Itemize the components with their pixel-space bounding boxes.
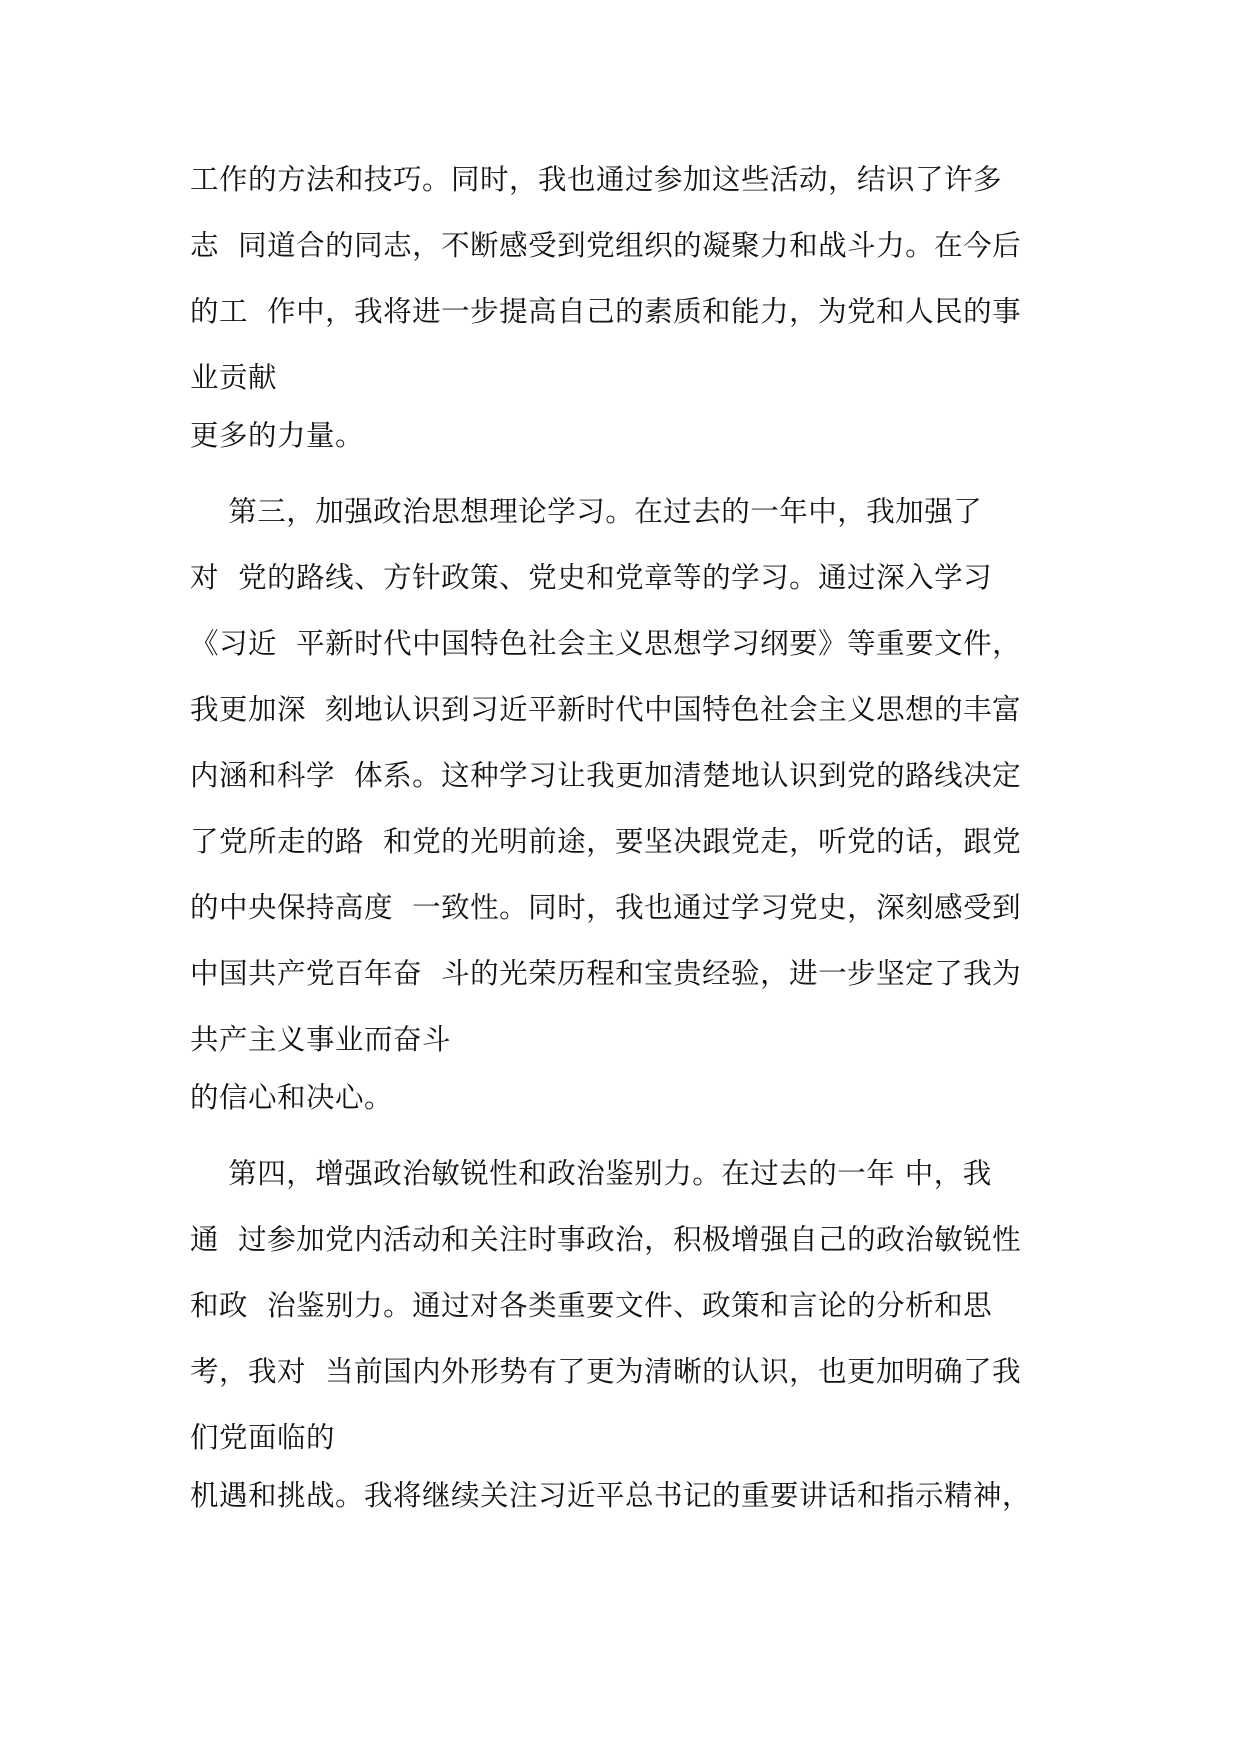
text-line: 《习近 平新时代中国特色社会主义思想学习纲要》等重要文件，: [190, 627, 1022, 660]
text-line: 的信心和决心。: [190, 1081, 394, 1114]
text-line: 和政 治鉴别力。通过对各类重要文件、政策和言论的分析和思: [190, 1289, 993, 1322]
text-line: 的工 作中，我将进一步提高自己的素质和能力，为党和人民的事: [190, 295, 1022, 328]
paragraph-start-line: 第四，增强政治敏锐性和政治鉴别力。在过去的一年 中，我: [190, 1157, 992, 1190]
text-line: 考，我对 当前国内外形势有了更为清晰的认识，也更加明确了我: [190, 1355, 1022, 1388]
text-line: 对 党的路线、方针政策、党史和党章等的学习。通过深入学习: [190, 561, 993, 594]
text-line: 更多的力量。: [190, 419, 365, 452]
text-line: 业贡献: [190, 361, 278, 394]
text-line: 通 过参加党内活动和关注时事政治，积极增强自己的政治敏锐性: [190, 1223, 1022, 1256]
text-line: 我更加深 刻地认识到习近平新时代中国特色社会主义思想的丰富: [190, 693, 1022, 726]
text-line: 们党面临的: [190, 1421, 336, 1454]
paragraph-start-line: 第三，加强政治思想理论学习。在过去的一年中，我加强了: [190, 495, 983, 528]
text-line: 了党所走的路 和党的光明前途，要坚决跟党走，听党的话，跟党: [190, 825, 1022, 858]
text-line: 共产主义事业而奋斗: [190, 1023, 452, 1056]
text-line: 的中央保持高度 一致性。同时，我也通过学习党史，深刻感受到: [190, 891, 1022, 924]
text-line: 内涵和科学 体系。这种学习让我更加清楚地认识到党的路线决定: [190, 759, 1022, 792]
text-line: 工作的方法和技巧。同时，我也通过参加这些活动，结识了许多: [190, 163, 1003, 196]
text-line: 中国共产党百年奋 斗的光荣历程和宝贵经验，进一步坚定了我为: [190, 957, 1022, 990]
text-line: 机遇和挑战。我将继续关注习近平总书记的重要讲话和指示精神，: [190, 1479, 1032, 1512]
text-line: 志 同道合的同志，不断感受到党组织的凝聚力和战斗力。在今后: [190, 229, 1022, 262]
